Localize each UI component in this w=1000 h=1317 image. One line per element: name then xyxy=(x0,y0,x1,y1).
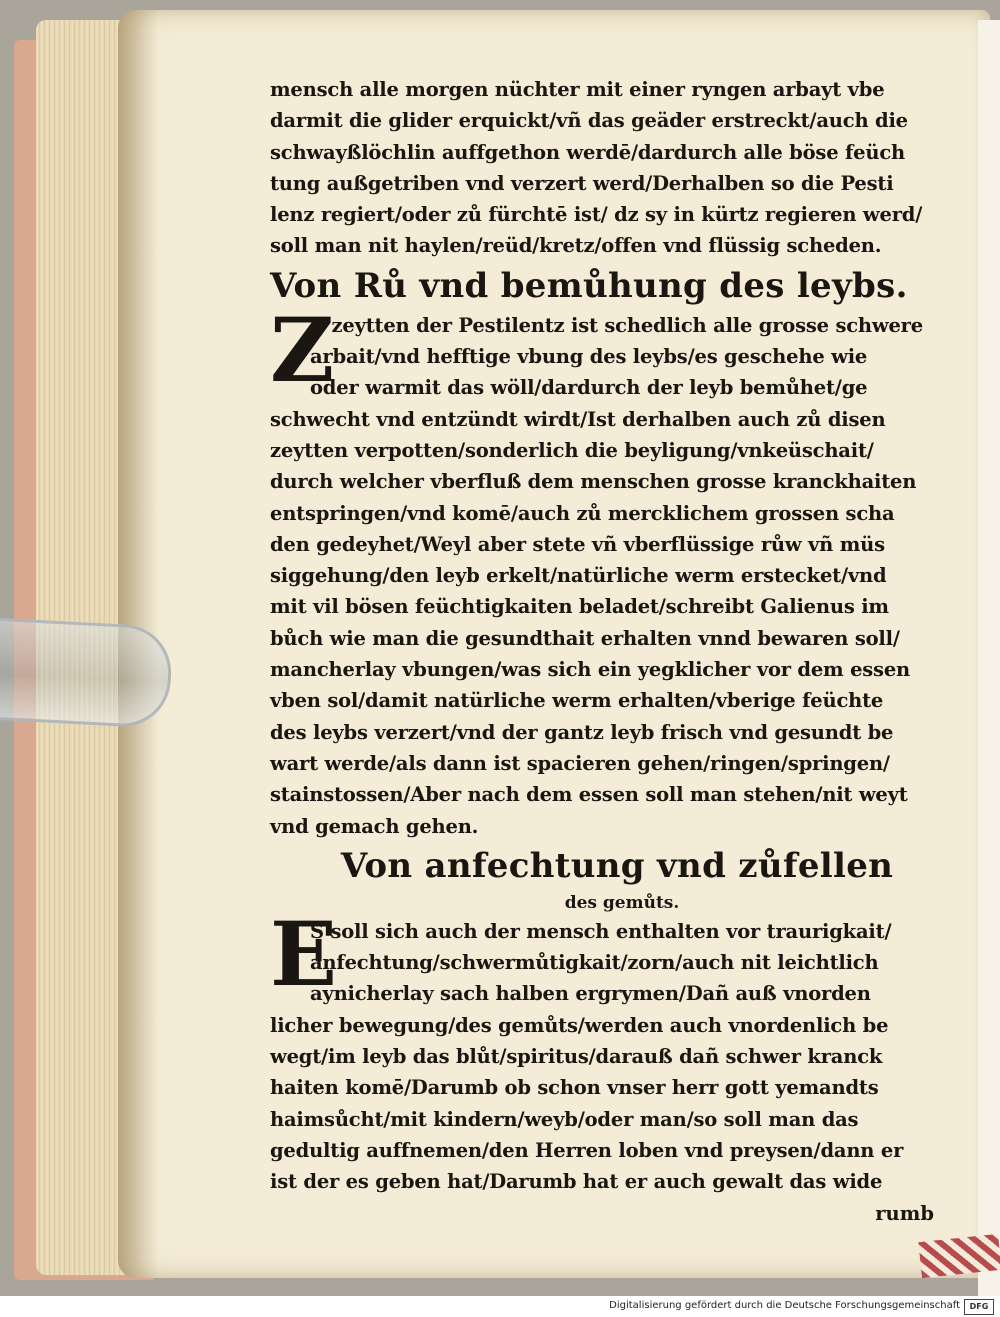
section-2 xyxy=(270,901,934,1229)
text-line: siggehung/den leyb erkelt/natürliche werm erstecket/vnd xyxy=(270,564,887,588)
text-line: anfechtung/schwermůtigkait/zorn/auch nit leichtlich xyxy=(310,951,879,975)
section-heading-2: Von anfechtung vnd zůfellen xyxy=(340,845,894,886)
dfg-logo: DFG xyxy=(964,1299,994,1315)
text-line: lenz regiert/oder zů fürchtē ist/ dz sy in kürtz regieren werd/ xyxy=(270,203,923,227)
text-line: vnd gemach gehen. xyxy=(270,814,479,838)
text-line: tung außgetriben vnd verzert werd/Derhalben so die Pesti xyxy=(270,171,894,195)
section-subheading-2: des gemůts. xyxy=(564,892,680,913)
catchword: rumb xyxy=(875,1201,934,1225)
text-line: aynicherlay sach halben ergrymen/Dañ auß vnorden xyxy=(310,982,871,1006)
text-line: ist der es geben hat/Darumb hat er auch gewalt das wide xyxy=(270,1170,883,1194)
text-line: zeytten verpotten/sonderlich die beyligung/vnkeüschait/ xyxy=(270,438,874,462)
text-line: bůch wie man die gesundthait erhalten vnnd bewaren soll/ xyxy=(270,626,900,650)
text-line: licher bewegung/des gemůts/werden auch vnordenlich be xyxy=(270,1013,889,1037)
text-line: gedultig auffnemen/den Herren loben vnd preysen/dann er xyxy=(270,1138,904,1162)
text-line: schwayßlöchlin auffgethon werdē/dardurch alle böse feüch xyxy=(270,140,906,164)
text-line: V zeytten der Pestilentz ist schedlich alle grosse schwere xyxy=(310,313,923,337)
text-line: arbait/vnd hefftige vbung des leybs/es geschehe wie xyxy=(310,345,868,369)
right-edge xyxy=(978,20,1000,1296)
text-line: wart werde/als dann ist spacieren gehen/ringen/springen/ xyxy=(270,751,890,775)
text-line: mensch alle morgen nüchter mit einer ryngen arbayt vbe xyxy=(270,78,885,101)
section-1-paragraph xyxy=(270,310,934,842)
drop-cap-1: Z xyxy=(270,297,335,402)
footer-credit: Digitalisierung gefördert durch die Deutsche Forschungsgemeinschaft xyxy=(609,1300,960,1311)
text-line: wegt/im leyb das blůt/spiritus/darauß dañ schwer kranck xyxy=(270,1045,883,1069)
text-line: oder warmit das wöll/dardurch der leyb bemůhet/ge xyxy=(310,376,868,400)
text-line: darmit die glider erquickt/vñ das geäder erstreckt/auch die xyxy=(270,109,908,133)
section-2-paragraph xyxy=(270,916,934,1229)
text-line: soll man nit haylen/reüd/kretz/offen vnd flüssig scheden. xyxy=(270,234,882,258)
top-paragraph xyxy=(270,74,934,262)
text-line: des leybs verzert/vnd der gantz leyb frisch vnd gesundt be xyxy=(270,720,894,744)
text-line: durch welcher vberfluß dem menschen grosse kranckhaiten xyxy=(270,470,917,494)
text-line: mancherlay vbungen/was sich ein yegklicher vor dem essen xyxy=(270,658,911,682)
drop-cap-2: E xyxy=(270,901,338,1006)
section-heading-1: Von Rů vnd bemůhung des leybs. xyxy=(270,265,908,306)
text-line: haiten komē/Darumb ob schon vnser herr gott yemandts xyxy=(270,1076,879,1100)
text-line: S soll sich auch der mensch enthalten vor traurigkait/ xyxy=(310,919,892,943)
text-line: stainstossen/Aber nach dem essen soll man stehen/nit weyt xyxy=(270,783,908,807)
glass-page-weight xyxy=(0,617,174,729)
footer-bar xyxy=(0,1296,1000,1317)
text-line: haimsůcht/mit kindern/weyb/oder man/so soll man das xyxy=(270,1107,859,1131)
section-1 xyxy=(270,297,934,842)
text-line: entspringen/vnd komē/auch zů mercklichem grossen scha xyxy=(270,501,895,525)
text-line: den gedeyhet/Weyl aber stete vñ vberflüssige růw vñ müs xyxy=(270,532,885,556)
text-line: vben sol/damit natürliche werm erhalten/vberige feüchte xyxy=(270,689,884,713)
text-line: mit vil bösen feüchtigkaiten beladet/schreibt Galienus im xyxy=(270,595,889,619)
text-line: schwecht vnd entzündt wirdt/Ist derhalben auch zů disen xyxy=(270,407,886,431)
text-block xyxy=(270,74,934,1229)
